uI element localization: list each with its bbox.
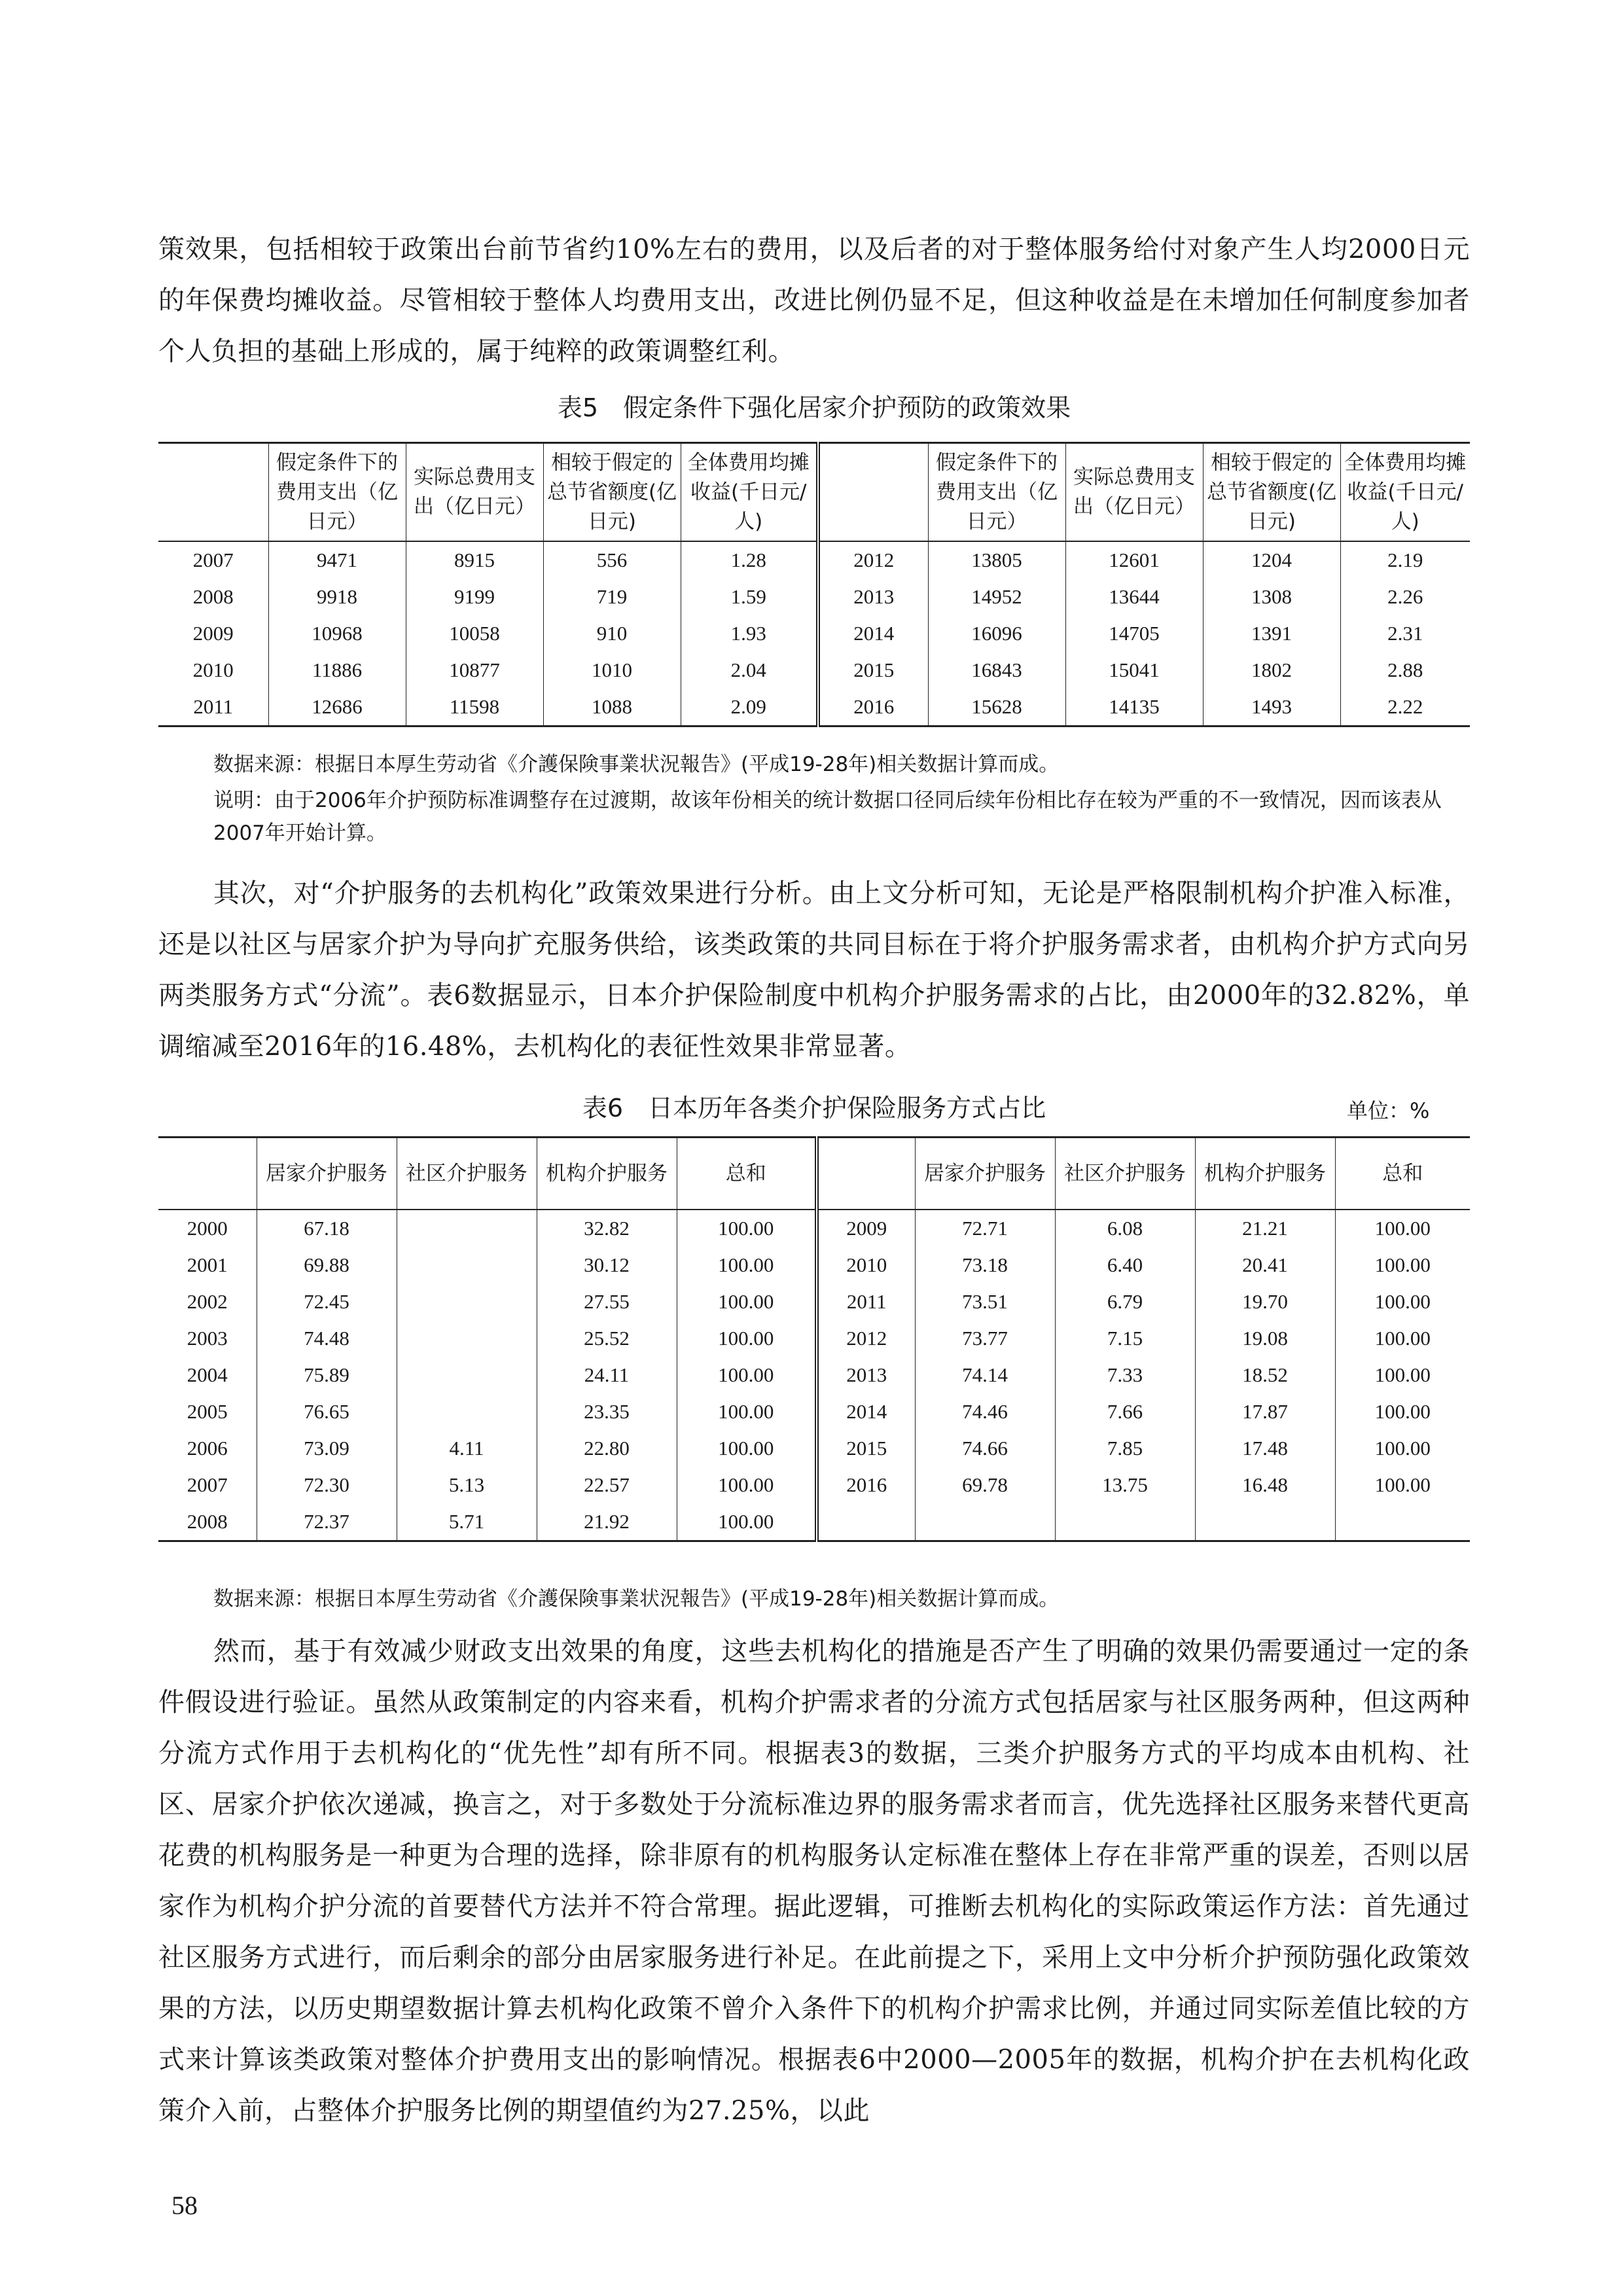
table6-row (158, 1320, 1470, 1357)
value-cell: 2.88 (1340, 652, 1470, 689)
value-cell: 2.19 (1340, 541, 1470, 579)
table5-header: 假定条件下的费用支出（亿日元） (268, 443, 406, 542)
value-cell: 8915 (406, 541, 543, 579)
value-cell: 100.00 (1335, 1467, 1470, 1503)
year-cell (817, 1503, 915, 1541)
year-cell: 2004 (187, 1363, 228, 1386)
value-cell: 74.46 (915, 1393, 1055, 1430)
value-cell: 7.66 (1055, 1393, 1195, 1430)
year-cell: 2002 (187, 1290, 228, 1313)
table6 (158, 1136, 1470, 1542)
value-cell: 74.48 (257, 1320, 397, 1357)
value-cell (397, 1320, 537, 1357)
value-cell (397, 1357, 537, 1393)
value-cell: 12601 (1065, 541, 1203, 579)
year-cell: 2005 (187, 1400, 228, 1423)
value-cell: 17.48 (1195, 1430, 1335, 1467)
value-cell: 1.28 (681, 541, 818, 579)
year-cell: 2011 (817, 1283, 915, 1320)
year-cell: 2010 (192, 658, 234, 681)
table5-row (158, 541, 1470, 579)
value-cell: 2.09 (681, 689, 818, 726)
value-cell: 1088 (543, 689, 681, 726)
value-cell: 18.52 (1195, 1357, 1335, 1393)
table5-row (158, 579, 1470, 615)
value-cell: 16096 (928, 615, 1065, 652)
value-cell: 6.79 (1055, 1283, 1195, 1320)
table5 (158, 442, 1470, 727)
value-cell: 12686 (268, 689, 406, 726)
value-cell: 1493 (1203, 689, 1340, 726)
value-cell: 30.12 (537, 1247, 677, 1283)
body-text-top (158, 224, 1470, 377)
value-cell: 10058 (406, 615, 543, 652)
value-cell: 75.89 (257, 1357, 397, 1393)
table6-header-row (158, 1138, 1470, 1210)
year-cell: 2011 (193, 695, 234, 718)
table5-row (158, 689, 1470, 726)
table5-header: 相较于假定的总节省额度(亿日元) (1203, 443, 1340, 542)
value-cell: 73.77 (915, 1320, 1055, 1357)
value-cell: 19.08 (1195, 1320, 1335, 1357)
value-cell: 1308 (1203, 579, 1340, 615)
value-cell (1335, 1503, 1470, 1541)
value-cell: 100.00 (1335, 1357, 1470, 1393)
value-cell: 14705 (1065, 615, 1203, 652)
table6-header: 居家介护服务 (257, 1138, 397, 1210)
value-cell: 1.59 (681, 579, 818, 615)
value-cell: 9199 (406, 579, 543, 615)
year-cell: 2013 (818, 579, 928, 615)
value-cell: 7.85 (1055, 1430, 1195, 1467)
value-cell: 1010 (543, 652, 681, 689)
year-cell: 2014 (817, 1393, 915, 1430)
value-cell: 2.31 (1340, 615, 1470, 652)
year-cell: 2007 (187, 1473, 228, 1496)
body-text-bottom (158, 1626, 1470, 2136)
value-cell (1195, 1503, 1335, 1541)
value-cell: 100.00 (677, 1430, 817, 1467)
value-cell (397, 1393, 537, 1430)
value-cell: 32.82 (537, 1210, 677, 1247)
year-cell: 2016 (817, 1467, 915, 1503)
year-cell: 2000 (187, 1217, 228, 1240)
value-cell: 7.33 (1055, 1357, 1195, 1393)
table6-corner (817, 1138, 915, 1210)
year-cell: 2012 (818, 541, 928, 579)
value-cell: 100.00 (677, 1503, 817, 1541)
table5-note: 说明：由于2006年介护预防标准调整存在过渡期，故该年份相关的统计数据口径同后续年份相比存在较为严重的不一致情况，因而该表从2007年开始计算。 (213, 789, 1442, 845)
value-cell: 910 (543, 615, 681, 652)
table6-header: 社区介护服务 (1055, 1138, 1195, 1210)
year-cell: 2015 (817, 1430, 915, 1467)
year-cell: 2006 (187, 1437, 228, 1460)
value-cell: 72.30 (257, 1467, 397, 1503)
value-cell: 76.65 (257, 1393, 397, 1430)
value-cell: 1802 (1203, 652, 1340, 689)
year-cell: 2009 (817, 1210, 915, 1247)
table5-header: 实际总费用支出（亿日元） (406, 443, 543, 542)
value-cell (397, 1283, 537, 1320)
table5-row (158, 615, 1470, 652)
value-cell: 17.87 (1195, 1393, 1335, 1430)
table6-title: 表6 日本历年各类介护保险服务方式占比 (582, 1094, 1046, 1122)
value-cell: 23.35 (537, 1393, 677, 1430)
value-cell: 13.75 (1055, 1467, 1195, 1503)
year-cell: 2014 (818, 615, 928, 652)
value-cell: 100.00 (1335, 1430, 1470, 1467)
table6-header: 居家介护服务 (915, 1138, 1055, 1210)
table6-row (158, 1430, 1470, 1467)
table5-header: 全体费用均摊收益(千日元/人) (1340, 443, 1470, 542)
value-cell: 10877 (406, 652, 543, 689)
value-cell: 100.00 (1335, 1393, 1470, 1430)
table6-row (158, 1210, 1470, 1247)
table6-unit: 单位：% (1347, 1098, 1430, 1123)
value-cell (397, 1210, 537, 1247)
table6-row (158, 1283, 1470, 1320)
value-cell: 74.66 (915, 1430, 1055, 1467)
table6-row (158, 1247, 1470, 1283)
year-cell: 2007 (192, 548, 234, 571)
table6-row (158, 1467, 1470, 1503)
table6-header: 总和 (677, 1138, 817, 1210)
page-number: 58 (171, 2191, 198, 2220)
value-cell: 73.51 (915, 1283, 1055, 1320)
value-cell: 72.71 (915, 1210, 1055, 1247)
value-cell: 14135 (1065, 689, 1203, 726)
value-cell: 100.00 (677, 1283, 817, 1320)
value-cell: 69.88 (257, 1247, 397, 1283)
intro-paragraph: 策效果，包括相较于政策出台前节省约10%左右的费用，以及后者的对于整体服务给付对象产生人均2000日元的年保费均摊收益。尽管相较于整体人均费用支出，改进比例仍显不足，但这种收益是在未增加任何制度参加者个人负担的基础上形成的，属于纯粹的政策调整红利。 (158, 234, 1470, 367)
value-cell: 72.37 (257, 1503, 397, 1541)
value-cell: 67.18 (257, 1210, 397, 1247)
year-cell: 2008 (192, 585, 234, 608)
year-cell: 2010 (817, 1247, 915, 1283)
table6-row (158, 1393, 1470, 1430)
value-cell: 5.71 (397, 1503, 537, 1541)
value-cell: 9471 (268, 541, 406, 579)
value-cell: 100.00 (677, 1210, 817, 1247)
paragraph-3: 然而，基于有效减少财政支出效果的角度，这些去机构化的措施是否产生了明确的效果仍需要通过一定的条件假设进行验证。虽然从政策制定的内容来看，机构介护需求者的分流方式包括居家与社区服务两种，但这两种分流方式作用于去机构化的“优先性”却有所不同。根据表3的数据，三类介护服务方式的平均成本由机构、社区、居家介护依次递减，换言之，对于多数处于分流标准边界的服务需求者而言，优先选择社区服务来替代更高花费的机构服务是一种更为合理的选择，除非原有的机构服务认定标准在整体上存在非常严重的误差，否则以居家作为机构介护分流的首要替代方法并不符合常理。据此逻辑，可推断去机构化的实际政策运作方法：首先通过社区服务方式进行，而后剩余的部分由居家服务进行补足。在此前提之下，采用上文中分析介护预防强化政策效果的方法，以历史期望数据计算去机构化政策不曾介入条件下的机构介护需求比例，并通过同实际差值比较的方式来计算该类政策对整体介护费用支出的影响情况。根据表6中2000—2005年的数据，机构介护在去机构化政策介入前，占整体介护服务比例的期望值约为27.25%，以此 (158, 1636, 1470, 2126)
value-cell: 5.13 (397, 1467, 537, 1503)
value-cell: 100.00 (1335, 1247, 1470, 1283)
value-cell: 69.78 (915, 1467, 1055, 1503)
value-cell: 7.15 (1055, 1320, 1195, 1357)
year-cell: 2008 (187, 1510, 228, 1533)
value-cell: 15628 (928, 689, 1065, 726)
value-cell: 100.00 (1335, 1283, 1470, 1320)
value-cell: 24.11 (537, 1357, 677, 1393)
value-cell: 1391 (1203, 615, 1340, 652)
year-cell: 2012 (817, 1320, 915, 1357)
value-cell: 22.80 (537, 1430, 677, 1467)
value-cell: 19.70 (1195, 1283, 1335, 1320)
value-cell: 719 (543, 579, 681, 615)
table5-header: 假定条件下的费用支出（亿日元） (928, 443, 1065, 542)
table5-title: 表5 假定条件下强化居家介护预防的政策效果 (557, 393, 1071, 422)
value-cell: 21.92 (537, 1503, 677, 1541)
table5-header: 全体费用均摊收益(千日元/人) (681, 443, 818, 542)
value-cell: 6.08 (1055, 1210, 1195, 1247)
value-cell: 1.93 (681, 615, 818, 652)
year-cell: 2015 (818, 652, 928, 689)
value-cell: 2.22 (1340, 689, 1470, 726)
value-cell: 22.57 (537, 1467, 677, 1503)
value-cell: 73.09 (257, 1430, 397, 1467)
value-cell: 20.41 (1195, 1247, 1335, 1283)
value-cell: 4.11 (397, 1430, 537, 1467)
value-cell: 21.21 (1195, 1210, 1335, 1247)
value-cell (915, 1503, 1055, 1541)
value-cell: 2.04 (681, 652, 818, 689)
value-cell: 11886 (268, 652, 406, 689)
table5-header: 实际总费用支出（亿日元） (1065, 443, 1203, 542)
value-cell: 100.00 (1335, 1210, 1470, 1247)
value-cell: 25.52 (537, 1320, 677, 1357)
table6-source: 数据来源：根据日本厚生劳动省《介護保険事業状況報告》(平成19-28年)相关数据计算而成。 (213, 1587, 1060, 1611)
year-cell: 2013 (817, 1357, 915, 1393)
value-cell: 16843 (928, 652, 1065, 689)
value-cell (397, 1247, 537, 1283)
table6-corner (158, 1138, 257, 1210)
table6-header: 总和 (1335, 1138, 1470, 1210)
value-cell: 16.48 (1195, 1467, 1335, 1503)
value-cell: 13805 (928, 541, 1065, 579)
table5-row (158, 652, 1470, 689)
value-cell: 27.55 (537, 1283, 677, 1320)
table6-row (158, 1357, 1470, 1393)
value-cell: 73.18 (915, 1247, 1055, 1283)
value-cell: 10968 (268, 615, 406, 652)
value-cell: 6.40 (1055, 1247, 1195, 1283)
table6-header: 机构介护服务 (1195, 1138, 1335, 1210)
value-cell: 100.00 (677, 1467, 817, 1503)
year-cell: 2003 (187, 1327, 228, 1350)
table5-source: 数据来源：根据日本厚生劳动省《介護保険事業状況報告》(平成19-28年)相关数据计算而成。 (213, 753, 1060, 776)
value-cell (1055, 1503, 1195, 1541)
value-cell: 1204 (1203, 541, 1340, 579)
value-cell: 74.14 (915, 1357, 1055, 1393)
year-cell: 2009 (192, 622, 234, 645)
table6-header: 社区介护服务 (397, 1138, 537, 1210)
table5-corner (818, 443, 928, 542)
year-cell: 2016 (818, 689, 928, 726)
value-cell: 13644 (1065, 579, 1203, 615)
table6-row (158, 1503, 1470, 1541)
value-cell: 72.45 (257, 1283, 397, 1320)
value-cell: 9918 (268, 579, 406, 615)
paragraph-2: 其次，对“介护服务的去机构化”政策效果进行分析。由上文分析可知，无论是严格限制机构介护准入标准，还是以社区与居家介护为导向扩充服务供给，该类政策的共同目标在于将介护服务需求者，由机构介护方式向另两类服务方式“分流”。表6数据显示，日本介护保险制度中机构介护服务需求的占比，由2000年的32.82%，单调缩减至2016年的16.48%，去机构化的表征性效果非常显著。 (158, 878, 1470, 1062)
table5-header: 相较于假定的总节省额度(亿日元) (543, 443, 681, 542)
value-cell: 15041 (1065, 652, 1203, 689)
value-cell: 2.26 (1340, 579, 1470, 615)
value-cell: 14952 (928, 579, 1065, 615)
value-cell: 100.00 (677, 1247, 817, 1283)
value-cell: 100.00 (1335, 1320, 1470, 1357)
value-cell: 11598 (406, 689, 543, 726)
table6-header: 机构介护服务 (537, 1138, 677, 1210)
value-cell: 556 (543, 541, 681, 579)
year-cell: 2001 (187, 1253, 228, 1276)
value-cell: 100.00 (677, 1320, 817, 1357)
value-cell: 100.00 (677, 1393, 817, 1430)
value-cell: 100.00 (677, 1357, 817, 1393)
body-text-middle (158, 868, 1470, 1072)
table5-corner (158, 443, 268, 542)
table5-header-row (158, 443, 1470, 542)
